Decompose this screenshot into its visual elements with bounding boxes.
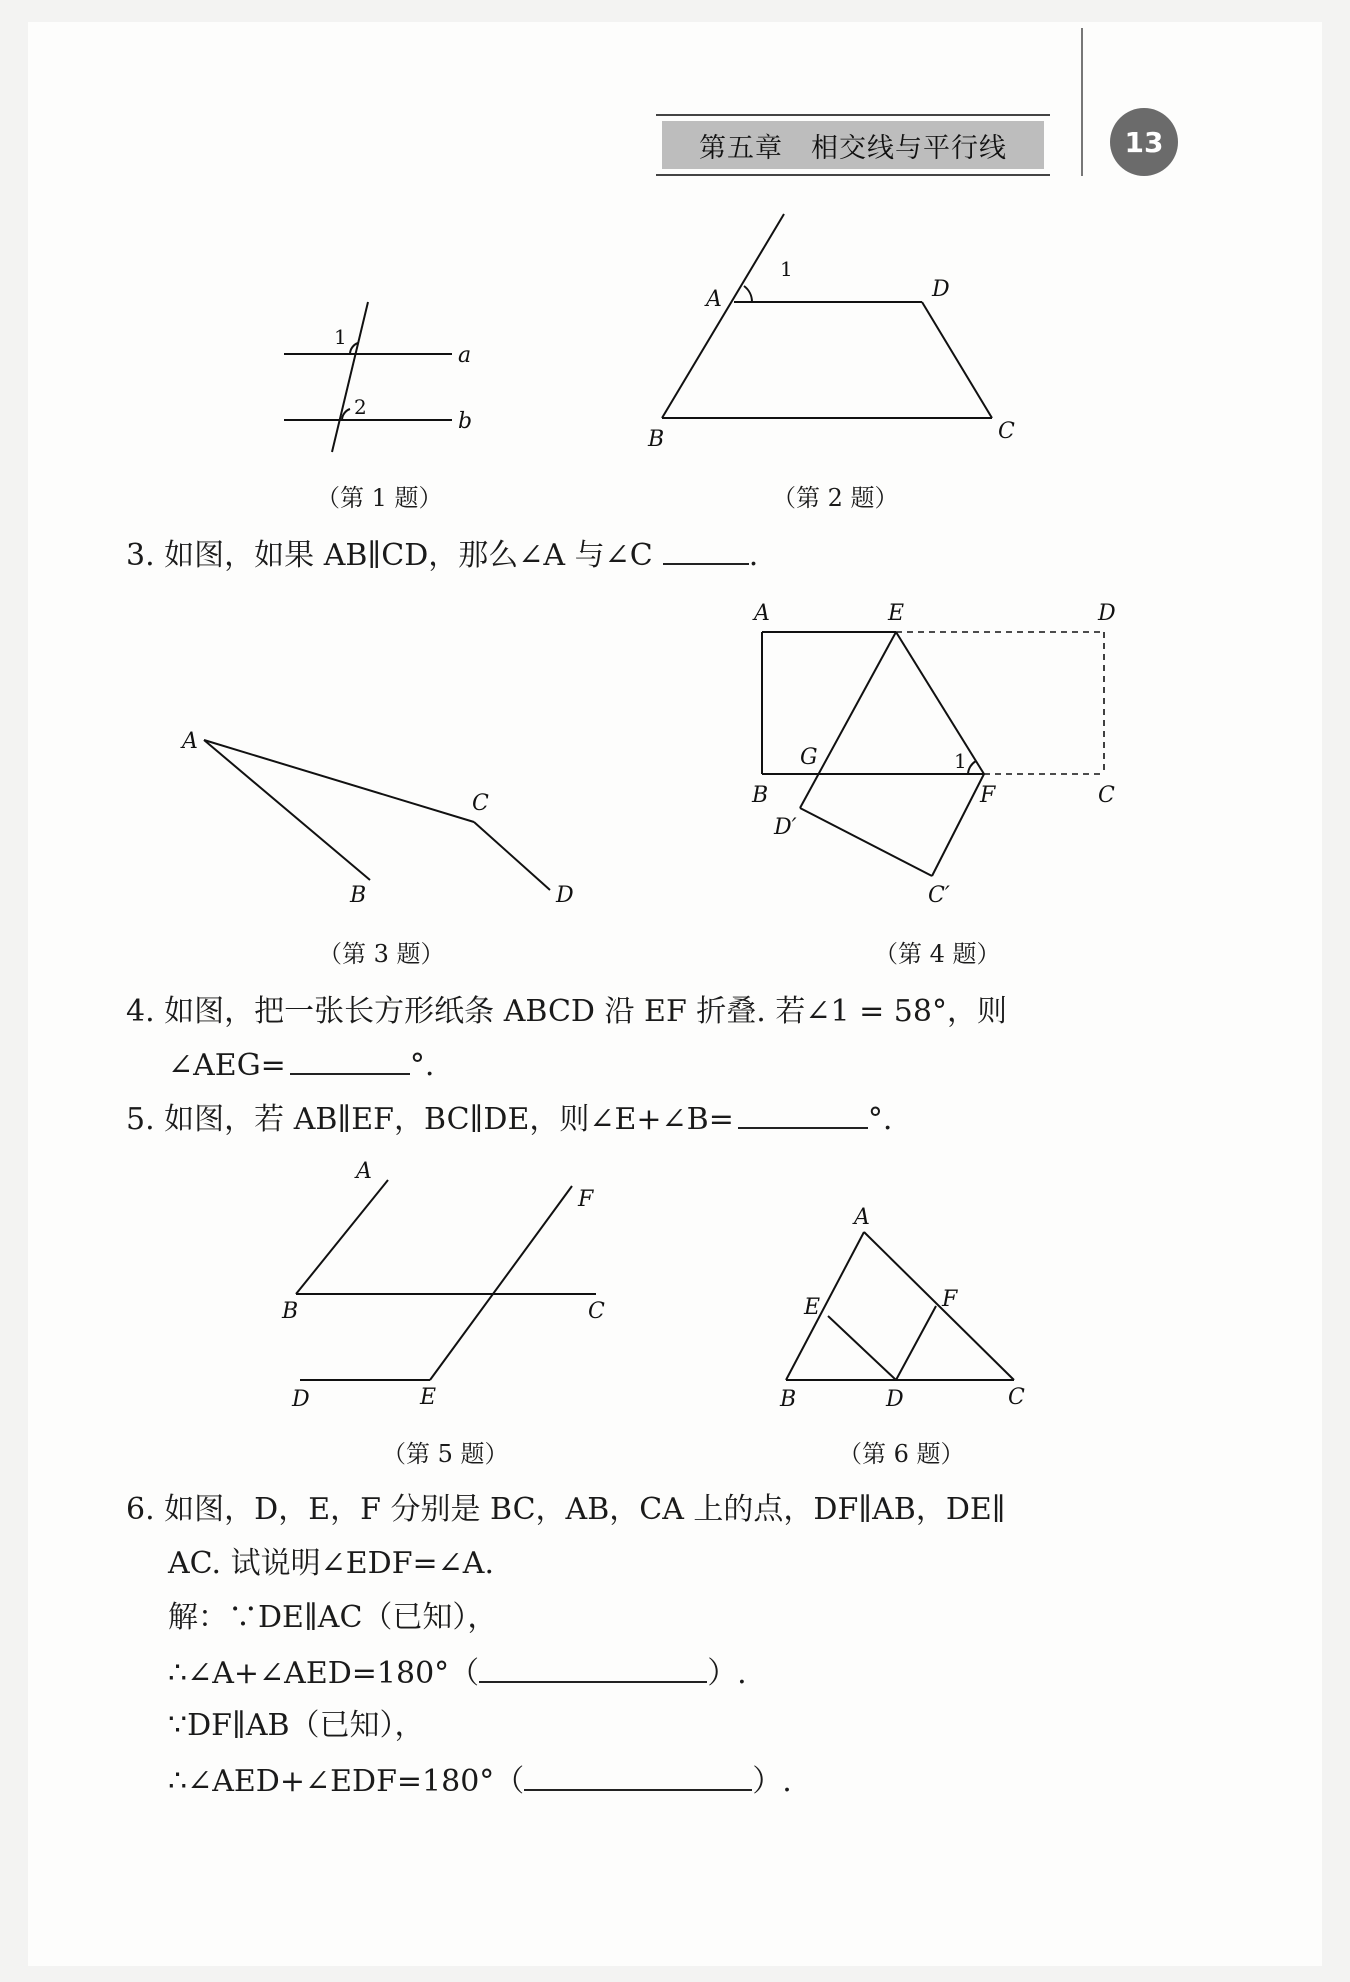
fig4-label-Dprime: D′ bbox=[774, 815, 797, 840]
line-ef bbox=[896, 632, 984, 774]
line-ac bbox=[864, 1232, 1014, 1380]
fig4-label-C: C bbox=[1098, 783, 1115, 808]
fig1-angle1-label: 1 bbox=[334, 325, 347, 349]
fig4-label-G: G bbox=[800, 745, 818, 770]
figure-5 bbox=[270, 1160, 640, 1410]
fig1-line-b-label: b bbox=[458, 409, 473, 434]
fig1-caption: （第 1 题） bbox=[316, 484, 443, 512]
fig6-caption: （第 6 题） bbox=[838, 1440, 965, 1468]
fig3-label-C: C bbox=[472, 791, 489, 816]
question-5-end: °. bbox=[867, 1102, 893, 1137]
fig5-label-B: B bbox=[282, 1299, 299, 1324]
fig5-label-A: A bbox=[356, 1159, 372, 1184]
fig4-angle1-label: 1 bbox=[954, 749, 967, 773]
solution-line-1: 解：∵DE∥AC（已知）， bbox=[168, 1600, 498, 1635]
fig6-label-F: F bbox=[942, 1287, 958, 1312]
solution-line-4-text: ∴∠AED+∠EDF=180°（ bbox=[168, 1764, 525, 1799]
line-ab-extended bbox=[662, 214, 784, 418]
question-3-end: . bbox=[748, 538, 759, 573]
figure-4 bbox=[740, 596, 1130, 916]
line-cd bbox=[474, 822, 550, 890]
fig6-label-A: A bbox=[854, 1205, 870, 1230]
fig4-label-E: E bbox=[888, 601, 905, 626]
fig2-label-C: C bbox=[998, 419, 1015, 444]
question-4-line-1: 4. 如图，把一张长方形纸条 ABCD 沿 EF 折叠. 若∠1 = 58°，则 bbox=[126, 994, 1007, 1029]
chapter-title: 第五章 相交线与平行线 bbox=[662, 121, 1044, 169]
fig5-label-D: D bbox=[292, 1387, 310, 1412]
figure-6 bbox=[764, 1205, 1044, 1418]
line-cp-f bbox=[932, 774, 984, 876]
question-6-line-1: 6. 如图，D，E，F 分别是 BC，AB，CA 上的点，DF∥AB，DE∥ bbox=[126, 1492, 1006, 1527]
question-6-line-2: AC. 试说明∠EDF=∠A. bbox=[168, 1546, 495, 1581]
question-3-text: 3. 如图，如果 AB∥CD，那么∠A 与∠C bbox=[126, 538, 653, 573]
fig5-label-F: F bbox=[578, 1187, 594, 1212]
answer-blank-q3[interactable] bbox=[663, 536, 749, 565]
chapter-header bbox=[656, 114, 1050, 176]
line-dp-cp bbox=[800, 808, 932, 876]
fig4-label-A: A bbox=[754, 601, 770, 626]
figure-2 bbox=[640, 206, 1020, 456]
line-ab bbox=[786, 1232, 864, 1380]
fig3-label-A: A bbox=[182, 729, 198, 754]
fig4-label-Cprime: C′ bbox=[928, 883, 950, 908]
solution-line-2-text: ∴∠A+∠AED=180°（ bbox=[168, 1656, 480, 1691]
figure-3 bbox=[174, 718, 594, 918]
fig2-label-A: A bbox=[706, 287, 722, 312]
line-df bbox=[896, 1306, 936, 1380]
line-de bbox=[828, 1316, 896, 1380]
line-ed-prime bbox=[800, 632, 896, 808]
fig3-caption: （第 3 题） bbox=[318, 940, 445, 968]
line-ac bbox=[204, 740, 474, 822]
fig3-label-D: D bbox=[556, 883, 574, 908]
angle-1-arc bbox=[744, 286, 752, 302]
answer-blank-reason-1[interactable] bbox=[479, 1654, 707, 1683]
solution-line-2 bbox=[168, 1654, 747, 1692]
fig1-angle2-label: 2 bbox=[354, 395, 367, 419]
question-4-line-2 bbox=[168, 1046, 434, 1084]
question-3 bbox=[126, 536, 758, 574]
solution-line-4 bbox=[168, 1762, 792, 1800]
fig6-label-D: D bbox=[886, 1387, 904, 1412]
answer-blank-q4[interactable] bbox=[290, 1046, 410, 1075]
answer-blank-reason-2[interactable] bbox=[524, 1762, 752, 1791]
line-dc bbox=[922, 302, 992, 418]
angle-1-arc bbox=[968, 761, 976, 774]
fig5-label-E: E bbox=[420, 1385, 437, 1410]
fig5-caption: （第 5 题） bbox=[382, 1440, 509, 1468]
fig6-label-E: E bbox=[804, 1295, 821, 1320]
question-4-prefix: ∠AEG= bbox=[168, 1048, 286, 1083]
header-divider bbox=[1081, 28, 1083, 176]
fig6-label-B: B bbox=[780, 1387, 797, 1412]
fig4-label-F: F bbox=[980, 783, 996, 808]
page-number-badge: 13 bbox=[1110, 108, 1178, 176]
question-4-end: °. bbox=[409, 1048, 435, 1083]
solution-line-3: ∵DF∥AB（已知）， bbox=[168, 1708, 425, 1743]
figure-1 bbox=[270, 292, 490, 462]
fig4-label-B: B bbox=[752, 783, 769, 808]
solution-line-4-end: ）. bbox=[752, 1764, 792, 1799]
fig1-line-a-label: a bbox=[458, 343, 472, 368]
fig5-label-C: C bbox=[588, 1299, 605, 1324]
question-5-text: 5. 如图，若 AB∥EF，BC∥DE，则∠E+∠B= bbox=[126, 1102, 734, 1137]
fig2-label-B: B bbox=[648, 427, 665, 452]
solution-line-2-end: ）. bbox=[707, 1656, 747, 1691]
fig6-label-C: C bbox=[1008, 1385, 1025, 1410]
line-ab bbox=[204, 740, 370, 880]
question-5 bbox=[126, 1100, 892, 1138]
angle-2-arc bbox=[342, 409, 350, 420]
fig3-label-B: B bbox=[350, 883, 367, 908]
fig2-label-D: D bbox=[932, 277, 950, 302]
answer-blank-q5[interactable] bbox=[738, 1100, 868, 1129]
line-ef bbox=[430, 1186, 572, 1380]
fig4-caption: （第 4 题） bbox=[874, 940, 1001, 968]
line-ab bbox=[296, 1180, 388, 1294]
fig4-label-D: D bbox=[1098, 601, 1116, 626]
fig2-angle1-label: 1 bbox=[780, 257, 793, 281]
fig2-caption: （第 2 题） bbox=[772, 484, 899, 512]
